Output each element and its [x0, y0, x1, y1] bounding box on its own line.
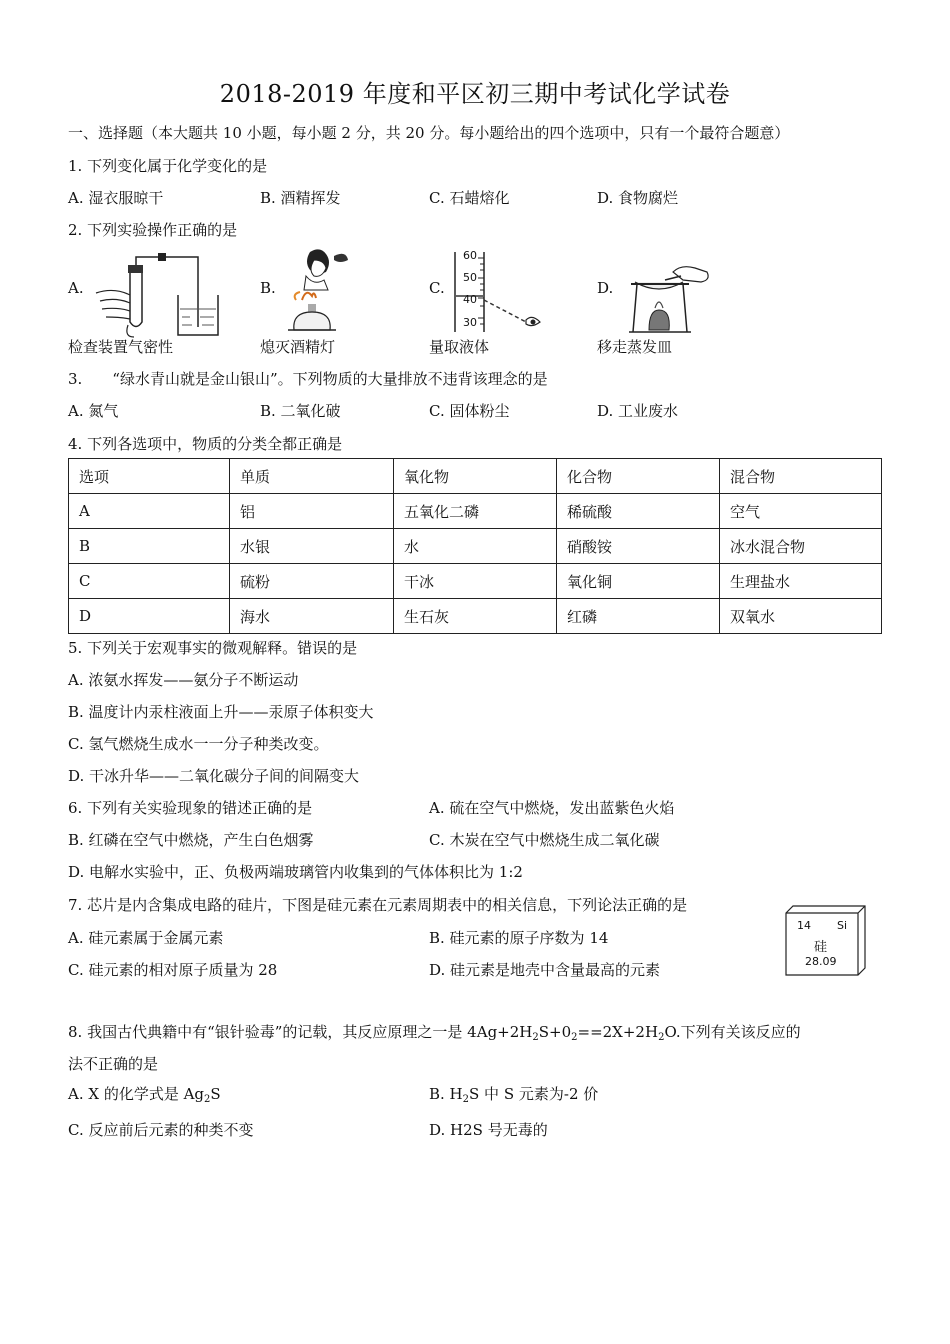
q2-letter-a: A.: [68, 279, 84, 297]
q3-stem: 3. “绿水青山就是金山银山”。下列物质的大量排放不违背该理念的是: [68, 370, 548, 388]
element-symbol: Si: [837, 919, 848, 932]
q2-stem: 2. 下列实验操作正确的是: [68, 221, 238, 239]
cylinder-tick-50: 50: [463, 271, 477, 284]
evaporating-dish-diagram: [625, 262, 715, 338]
table-header-cell: 单质: [230, 459, 394, 494]
table-cell: 双氧水: [720, 599, 882, 634]
q7-option-c: C. 硅元素的相对原子质量为 28: [68, 961, 278, 979]
q1-option-b: B. 酒精挥发: [260, 189, 341, 207]
q8-option-c: C. 反应前后元素的种类不变: [68, 1121, 254, 1139]
table-cell: B: [69, 529, 230, 564]
element-atomic-mass: 28.09: [805, 955, 837, 968]
q3-option-d: D. 工业废水: [597, 402, 679, 420]
q6-option-a: A. 硫在空气中燃烧，发出蓝紫色火焰: [429, 799, 675, 817]
classification-table: [68, 458, 882, 634]
cylinder-tick-40: 40: [463, 293, 477, 306]
table-header-cell: 选项: [69, 459, 230, 494]
q5-stem: 5. 下列关于宏观事实的微观解释。错误的是: [68, 639, 358, 657]
q2-letter-c: C.: [429, 279, 445, 297]
table-row: [69, 494, 882, 529]
q1-option-d: D. 食物腐烂: [597, 189, 679, 207]
table-cell: 氧化铜: [557, 564, 720, 599]
q6-option-b: B. 红磷在空气中燃烧，产生白色烟雾: [68, 831, 314, 849]
table-cell: 水: [394, 529, 557, 564]
element-atomic-number: 14: [797, 919, 811, 932]
table-header-row: [69, 459, 882, 494]
element-name: 硅: [814, 940, 828, 955]
q3-option-b: B. 二氧化破: [260, 402, 341, 420]
q1-option-c: C. 石蜡熔化: [429, 189, 510, 207]
q2-caption-c: 量取液体: [429, 338, 490, 356]
table-cell: 冰水混合物: [720, 529, 882, 564]
q8-option-a: A. X 的化学式是 $Ag_2S$: [68, 1085, 221, 1105]
table-header-cell: 氧化物: [394, 459, 557, 494]
q3-option-c: C. 固体粉尘: [429, 402, 510, 420]
q2-letter-d: D.: [597, 279, 614, 297]
section-heading: 一、选择题（本大题共 10 小题，每小题 2 分，共 20 分。每小题给出的四个选项中，只有一个最符合题意）: [68, 124, 790, 142]
q5-option-a: A. 浓氨水挥发——氨分子不断运动: [68, 671, 299, 689]
q5-option-d: D. 干冰升华——二氧化碳分子间的间隔变大: [68, 767, 360, 785]
table-cell: 生理盐水: [720, 564, 882, 599]
q5-option-b: B. 温度计内汞柱液面上升——汞原子体积变大: [68, 703, 374, 721]
table-cell: 海水: [230, 599, 394, 634]
q8-stem-line2: 法不正确的是: [68, 1055, 159, 1073]
q6-option-d: D. 电解水实验中，正、负极两端玻璃管内收集到的气体体积比为 1:2: [68, 863, 523, 881]
table-header-cell: 化合物: [557, 459, 720, 494]
q7-option-d: D. 硅元素是地壳中含量最高的元素: [429, 961, 661, 979]
q7-option-a: A. 硅元素属于金属元素: [68, 929, 224, 947]
table-cell: 硝酸铵: [557, 529, 720, 564]
q7-stem: 7. 芯片是内含集成电路的硅片，下图是硅元素在元素周期表中的相关信息，下列论法正确的是: [68, 896, 688, 914]
table-cell: 铝: [230, 494, 394, 529]
q2-caption-d: 移走蒸发皿: [597, 338, 673, 356]
table-row: [69, 599, 882, 634]
q6-option-c: C. 木炭在空气中燃烧生成二氧化碳: [429, 831, 660, 849]
q1-stem: 1. 下列变化属于化学变化的是: [68, 157, 268, 175]
page-title: 2018-2019 年度和平区初三期中考试化学试卷: [219, 80, 731, 108]
silicon-element-card: [785, 905, 865, 975]
q8-option-b: B. $H_2S$ 中 S 元素为-2 价: [429, 1085, 599, 1105]
table-cell: C: [69, 564, 230, 599]
table-cell: 干冰: [394, 564, 557, 599]
q2-letter-b: B.: [260, 279, 276, 297]
cylinder-tick-30: 30: [463, 316, 477, 329]
table-cell: D: [69, 599, 230, 634]
table-cell: 红磷: [557, 599, 720, 634]
q6-stem: 6. 下列有关实验现象的错述正确的是: [68, 799, 313, 817]
table-cell: A: [69, 494, 230, 529]
alcohol-lamp-diagram: [276, 246, 356, 338]
table-cell: 生石灰: [394, 599, 557, 634]
q5-option-c: C. 氢气燃烧生成水一一分子种类改变。: [68, 735, 329, 753]
table-cell: 水银: [230, 529, 394, 564]
q3-option-a: A. 氮气: [68, 402, 119, 420]
table-cell: 空气: [720, 494, 882, 529]
table-row: [69, 564, 882, 599]
table-header-cell: 混合物: [720, 459, 882, 494]
q1-option-a: A. 湿衣服晾干: [68, 189, 164, 207]
q2-caption-a: 检查装置气密性: [68, 338, 174, 356]
q4-stem: 4. 下列各选项中，物质的分类全都正确是: [68, 435, 343, 453]
table-row: [69, 529, 882, 564]
q8-stem: 8. 我国古代典籍中有“银针验毒”的记载，其反应原理之一是 $4Ag+2H_2S+0_2==2X+2H_2O$.下列有关该反应的: [68, 1023, 801, 1043]
q2-caption-b: 熄灭酒精灯: [260, 338, 336, 356]
table-cell: 五氧化二磷: [394, 494, 557, 529]
q7-option-b: B. 硅元素的原子序数为 14: [429, 929, 609, 947]
q8-option-d: D. H2S 号无毒的: [429, 1121, 548, 1139]
table-cell: 硫粉: [230, 564, 394, 599]
cylinder-tick-60: 60: [463, 249, 477, 262]
airtightness-diagram: [86, 247, 221, 339]
table-cell: 稀硫酸: [557, 494, 720, 529]
